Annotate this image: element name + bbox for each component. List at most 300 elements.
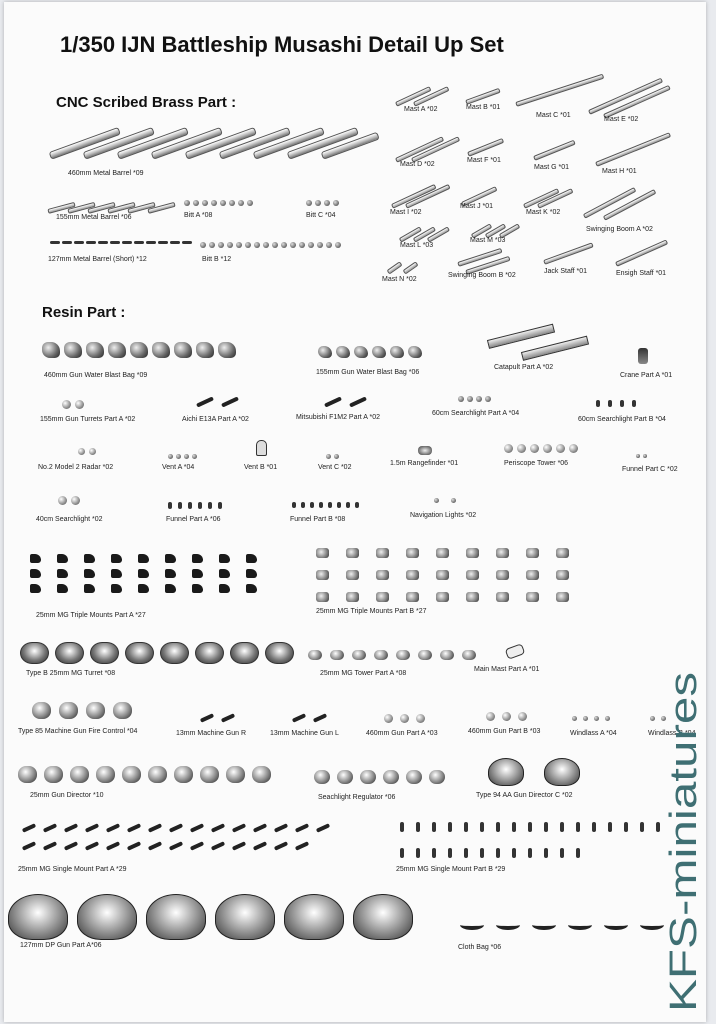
funnel-b bbox=[319, 502, 323, 508]
mg-triple-b bbox=[376, 548, 389, 558]
mg-triple-a bbox=[30, 584, 41, 593]
label-vent-b: Vent B *01 bbox=[244, 464, 278, 471]
bitt-b bbox=[254, 242, 260, 248]
bitt-b bbox=[290, 242, 296, 248]
mg-tower-parts bbox=[308, 650, 484, 660]
periscope-tower bbox=[556, 444, 565, 453]
label-mast-k: Mast K *02 bbox=[526, 209, 561, 216]
mitsubishi-parts bbox=[324, 400, 374, 404]
periscope-tower bbox=[569, 444, 578, 453]
blast-bag-155-parts bbox=[318, 346, 426, 358]
single-mount-a bbox=[148, 823, 162, 833]
mg-triple-a bbox=[30, 569, 41, 578]
funnel-a bbox=[218, 502, 222, 509]
single-mount-b bbox=[512, 822, 516, 832]
mg-triple-a bbox=[111, 569, 122, 578]
label-mitsubishi: Mitsubishi F1M2 Part A *02 bbox=[296, 414, 381, 421]
vent-a-parts bbox=[168, 454, 200, 459]
label-windlass-b: Windlass B *04 bbox=[648, 730, 696, 737]
label-searchlight-60b: 60cm Searchlight Part B *04 bbox=[578, 416, 666, 423]
crane-part bbox=[638, 348, 648, 364]
mg-triple-b bbox=[526, 570, 539, 580]
mg-triple-b bbox=[466, 592, 479, 602]
single-mount-a bbox=[169, 823, 183, 833]
vent-a bbox=[184, 454, 189, 459]
mg-triple-a bbox=[57, 569, 68, 578]
windlass-a bbox=[594, 716, 599, 721]
label-mast-c: Mast C *01 bbox=[536, 112, 571, 119]
cloth-bag bbox=[496, 920, 520, 930]
funnel-b bbox=[310, 502, 314, 508]
single-mount-b bbox=[640, 822, 644, 832]
mg-triple-a bbox=[246, 569, 257, 578]
mg-triple-b bbox=[466, 570, 479, 580]
type-b-turret bbox=[230, 642, 259, 664]
gun-director-25 bbox=[174, 766, 193, 783]
bitt-c bbox=[306, 200, 312, 206]
funnel-b bbox=[355, 502, 359, 508]
funnel-b bbox=[337, 502, 341, 508]
barrel-127 bbox=[98, 241, 108, 244]
mg-tower bbox=[462, 650, 476, 660]
label-mg-triple-b: 25mm MG Triple Mounts Part B *27 bbox=[316, 608, 427, 615]
mg-triple-b bbox=[556, 592, 569, 602]
gun-director-25 bbox=[44, 766, 63, 783]
mg-tower bbox=[308, 650, 322, 660]
label-turret-155: 155mm Gun Turrets Part A *02 bbox=[40, 416, 136, 423]
label-jack-staff: Jack Staff *01 bbox=[544, 268, 588, 275]
mg-13mm-r bbox=[200, 713, 214, 723]
blast-bag-460 bbox=[86, 342, 104, 358]
blast-bag-155 bbox=[390, 346, 404, 358]
turret-155 bbox=[62, 400, 71, 409]
blast-bag-460 bbox=[218, 342, 236, 358]
single-mount-a bbox=[274, 841, 288, 851]
gun-director-25 bbox=[226, 766, 245, 783]
searchlight-40 bbox=[71, 496, 80, 505]
label-swinging-boom-b: Swinging Boom B *02 bbox=[448, 272, 516, 279]
mast-n bbox=[403, 261, 419, 274]
dp-gun-127 bbox=[353, 894, 413, 940]
searchlight-60b bbox=[608, 400, 612, 407]
funnel-b-parts bbox=[292, 502, 364, 508]
label-mg-triple-a: 25mm MG Triple Mounts Part A *27 bbox=[36, 612, 146, 619]
label-gun460b: 460mm Gun Part B *03 bbox=[468, 728, 541, 735]
label-barrel-127: 127mm Metal Barrel (Short) *12 bbox=[48, 256, 147, 263]
gun-director-25 bbox=[148, 766, 167, 783]
windlass-a bbox=[605, 716, 610, 721]
turret-b25-parts bbox=[20, 642, 300, 664]
bitt-b bbox=[317, 242, 323, 248]
mg-triple-b bbox=[346, 548, 359, 558]
single-mount-b bbox=[464, 822, 468, 832]
blast-bag-460 bbox=[152, 342, 170, 358]
regulator-parts bbox=[314, 770, 452, 784]
single-mount-b bbox=[608, 822, 612, 832]
bitt-a bbox=[229, 200, 235, 206]
searchlight-regulator bbox=[314, 770, 330, 784]
mg-triple-b bbox=[436, 592, 449, 602]
mg13l-parts bbox=[292, 716, 334, 720]
searchlight-regulator bbox=[360, 770, 376, 784]
mg-triple-a bbox=[57, 584, 68, 593]
label-cloth-bag: Cloth Bag *06 bbox=[458, 944, 502, 951]
label-funnel-a: Funnel Part A *06 bbox=[166, 516, 221, 523]
nav-lights-parts bbox=[434, 498, 459, 503]
label-main-mast: Main Mast Part A *01 bbox=[474, 666, 540, 673]
bitt-a bbox=[184, 200, 190, 206]
single-mount-a bbox=[106, 823, 120, 833]
cloth-bag bbox=[604, 920, 628, 930]
single-mount-b bbox=[528, 848, 532, 858]
gun-460-a bbox=[416, 714, 425, 723]
searchlight-40-parts bbox=[58, 496, 84, 505]
vent-a bbox=[192, 454, 197, 459]
cloth-bag bbox=[532, 920, 556, 930]
mg-triple-a bbox=[246, 584, 257, 593]
mast-f bbox=[467, 138, 504, 157]
label-mast-f: Mast F *01 bbox=[467, 157, 501, 164]
mg-triple-b bbox=[496, 548, 509, 558]
label-searchlight-60a: 60cm Searchlight Part A *04 bbox=[432, 410, 520, 417]
label-mast-i: Mast I *02 bbox=[390, 209, 422, 216]
gun-460-b bbox=[486, 712, 495, 721]
mg-triple-b bbox=[436, 570, 449, 580]
page-title: 1/350 IJN Battleship Musashi Detail Up Set bbox=[60, 32, 504, 57]
aichi-e13a bbox=[196, 396, 214, 407]
single-mount-a bbox=[148, 841, 162, 851]
mitsubishi-f1m2 bbox=[349, 396, 367, 407]
blast-bag-155 bbox=[408, 346, 422, 358]
mg-triple-b bbox=[496, 570, 509, 580]
windlass-a bbox=[572, 716, 577, 721]
single-mount-b bbox=[544, 822, 548, 832]
cloth-bag bbox=[568, 920, 592, 930]
single-mount-a bbox=[190, 841, 204, 851]
blast-bag-460 bbox=[196, 342, 214, 358]
single-mount-b bbox=[560, 848, 564, 858]
single-mount-a bbox=[295, 841, 309, 851]
label-searchlight-40: 40cm Searchlight *02 bbox=[36, 516, 103, 523]
mg-triple-a bbox=[30, 554, 41, 563]
single-mount-a bbox=[169, 841, 183, 851]
label-bitt-c: Bitt C *04 bbox=[306, 212, 336, 219]
funnel-b bbox=[346, 502, 350, 508]
mg-triple-b bbox=[526, 592, 539, 602]
single-mount-a bbox=[22, 841, 36, 851]
mg-triple-b bbox=[526, 548, 539, 558]
label-dp127: 127mm DP Gun Part A*06 bbox=[20, 942, 102, 949]
label-barrel-155: 155mm Metal Barrel *06 bbox=[56, 214, 132, 221]
bitt-b bbox=[218, 242, 224, 248]
single-mount-a bbox=[274, 823, 288, 833]
type-b-turret bbox=[125, 642, 154, 664]
gun-director-25 bbox=[200, 766, 219, 783]
single-mount-a bbox=[232, 823, 246, 833]
searchlight-60b bbox=[596, 400, 600, 407]
periscope-tower bbox=[517, 444, 526, 453]
single-b-parts bbox=[400, 822, 680, 858]
funnel-b bbox=[301, 502, 305, 508]
resin-section-heading: Resin Part : bbox=[42, 304, 126, 321]
funnel-b bbox=[328, 502, 332, 508]
mg-triple-b bbox=[316, 592, 329, 602]
vent-c-parts bbox=[326, 454, 342, 459]
mg-triple-a bbox=[165, 554, 176, 563]
bitt-a bbox=[193, 200, 199, 206]
single-mount-a bbox=[316, 823, 330, 833]
label-funnel-b: Funnel Part B *08 bbox=[290, 516, 346, 523]
type85-parts bbox=[32, 702, 140, 719]
single-mount-a bbox=[127, 841, 141, 851]
mg-triple-a bbox=[192, 554, 203, 563]
mg-triple-a bbox=[84, 554, 95, 563]
label-mast-m: Mast M *03 bbox=[470, 237, 506, 244]
watermark-text: KFS-miniatures bbox=[663, 750, 705, 1012]
label-ensign-staff: Ensigh Staff *01 bbox=[616, 270, 667, 277]
mg-triple-b bbox=[436, 548, 449, 558]
dp-gun-127 bbox=[284, 894, 344, 940]
searchlight-60a bbox=[458, 396, 464, 402]
bitt-b bbox=[209, 242, 215, 248]
mast-g bbox=[533, 140, 576, 161]
label-regulator: Seachlight Regulator *06 bbox=[318, 794, 396, 801]
mg-triple-a bbox=[84, 584, 95, 593]
director25-parts bbox=[18, 766, 278, 783]
searchlight-60a bbox=[467, 396, 473, 402]
bitt-a bbox=[202, 200, 208, 206]
vent-c bbox=[334, 454, 339, 459]
label-swinging-boom-a: Swinging Boom A *02 bbox=[586, 226, 653, 233]
label-vent-a: Vent A *04 bbox=[162, 464, 195, 471]
radar-parts bbox=[78, 448, 100, 455]
label-mast-e: Mast E *02 bbox=[604, 116, 639, 123]
mg-triple-a bbox=[111, 584, 122, 593]
label-windlass-a: Windlass A *04 bbox=[570, 730, 617, 737]
type-b-turret bbox=[20, 642, 49, 664]
vent-a bbox=[168, 454, 173, 459]
periscope-parts bbox=[504, 444, 582, 453]
mg-tower bbox=[440, 650, 454, 660]
single-mount-b bbox=[480, 822, 484, 832]
mg-triple-a bbox=[138, 569, 149, 578]
barrel-127 bbox=[146, 241, 156, 244]
mg-13mm-l bbox=[292, 713, 306, 723]
single-a-parts bbox=[22, 826, 342, 848]
radar bbox=[78, 448, 85, 455]
barrel-127 bbox=[122, 241, 132, 244]
label-mast-a: Mast A *02 bbox=[404, 106, 438, 113]
searchlight-regulator bbox=[429, 770, 445, 784]
blast-bag-155 bbox=[318, 346, 332, 358]
funnel-a bbox=[168, 502, 172, 509]
windlass-a bbox=[583, 716, 588, 721]
gun-460-b bbox=[502, 712, 511, 721]
searchlight-60a bbox=[476, 396, 482, 402]
barrel-127 bbox=[62, 241, 72, 244]
mg-triple-a bbox=[219, 554, 230, 563]
type-b-turret bbox=[160, 642, 189, 664]
searchlight-60b-parts bbox=[596, 400, 644, 407]
periscope-tower bbox=[530, 444, 539, 453]
mg-triple-a bbox=[246, 554, 257, 563]
searchlight-regulator bbox=[337, 770, 353, 784]
funnel-a bbox=[208, 502, 212, 509]
label-vent-c: Vent C *02 bbox=[318, 464, 352, 471]
jack-staff bbox=[543, 242, 594, 264]
type-b-turret bbox=[90, 642, 119, 664]
single-mount-a bbox=[127, 823, 141, 833]
funnel-c bbox=[643, 454, 647, 458]
label-barrel-460: 460mm Metal Barrel *09 bbox=[68, 170, 144, 177]
single-mount-b bbox=[576, 822, 580, 832]
single-mount-a bbox=[190, 823, 204, 833]
label-blast-bag-155: 155mm Gun Water Blast Bag *06 bbox=[316, 369, 420, 376]
single-mount-b bbox=[544, 848, 548, 858]
single-mount-a bbox=[43, 841, 57, 851]
main-mast-part bbox=[505, 643, 526, 659]
blast-bag-155 bbox=[336, 346, 350, 358]
searchlight-regulator bbox=[406, 770, 422, 784]
label-mg-tower: 25mm MG Tower Part A *08 bbox=[320, 670, 407, 677]
mg-triple-a bbox=[165, 569, 176, 578]
vent-b bbox=[256, 440, 267, 456]
type85-fire-control bbox=[32, 702, 51, 719]
turret-155-parts bbox=[62, 400, 88, 409]
mast-h bbox=[595, 132, 671, 167]
single-mount-a bbox=[295, 823, 309, 833]
dp127-parts bbox=[8, 894, 422, 940]
ensign-staff bbox=[615, 239, 668, 266]
funnel-b bbox=[292, 502, 296, 508]
turret-155 bbox=[75, 400, 84, 409]
gun-460-b bbox=[518, 712, 527, 721]
vent-a bbox=[176, 454, 181, 459]
gun-director-25 bbox=[252, 766, 271, 783]
blast-bag-155 bbox=[372, 346, 386, 358]
blast-bag-460 bbox=[108, 342, 126, 358]
label-mg13l: 13mm Machine Gun L bbox=[270, 730, 339, 737]
funnel-c-parts bbox=[636, 454, 650, 458]
gun460a-parts bbox=[384, 714, 432, 723]
funnel-c bbox=[636, 454, 640, 458]
bitt-a bbox=[238, 200, 244, 206]
mg-triple-b bbox=[376, 592, 389, 602]
dp-gun-127 bbox=[77, 894, 137, 940]
label-funnel-c: Funnel Part C *02 bbox=[622, 466, 678, 473]
single-mount-b bbox=[416, 848, 420, 858]
catapult-part bbox=[521, 336, 589, 361]
funnel-a-parts bbox=[168, 502, 228, 509]
blast-bag-460 bbox=[64, 342, 82, 358]
label-director25: 25mm Gun Director *10 bbox=[30, 792, 104, 799]
label-blast-bag-460: 460mm Gun Water Blast Bag *09 bbox=[44, 372, 148, 379]
mg-triple-a bbox=[111, 554, 122, 563]
single-mount-a bbox=[64, 823, 78, 833]
bitt-b bbox=[326, 242, 332, 248]
searchlight-60b bbox=[620, 400, 624, 407]
label-nav-lights: Navigation Lights *02 bbox=[410, 512, 477, 519]
label-turret-b25: Type B 25mm MG Turret *08 bbox=[26, 670, 116, 677]
mg-13mm-l bbox=[313, 713, 327, 723]
single-mount-b bbox=[560, 822, 564, 832]
type85-fire-control bbox=[113, 702, 132, 719]
searchlight-40 bbox=[58, 496, 67, 505]
bitt-b bbox=[299, 242, 305, 248]
label-single-a: 25mm MG Single Mount Part A *29 bbox=[18, 866, 127, 873]
dp-gun-127 bbox=[146, 894, 206, 940]
single-mount-b bbox=[464, 848, 468, 858]
mast-b bbox=[465, 88, 501, 105]
type-b-turret bbox=[265, 642, 294, 664]
label-single-b: 25mm MG Single Mount Part B *29 bbox=[396, 866, 506, 873]
mg-triple-b bbox=[316, 548, 329, 558]
label-type94: Type 94 AA Gun Director C *02 bbox=[476, 792, 573, 799]
bitt-c bbox=[324, 200, 330, 206]
mg-triple-b bbox=[406, 548, 419, 558]
mg-triple-a bbox=[165, 584, 176, 593]
mg-tower bbox=[374, 650, 388, 660]
label-aichi: Aichi E13A Part A *02 bbox=[182, 416, 249, 423]
single-mount-b bbox=[624, 822, 628, 832]
mg-tower bbox=[352, 650, 366, 660]
mast-n bbox=[387, 261, 403, 274]
navigation-light bbox=[451, 498, 456, 503]
barrel-127 bbox=[170, 241, 180, 244]
bitt-b bbox=[335, 242, 341, 248]
bitt-c bbox=[333, 200, 339, 206]
barrel-127 bbox=[86, 241, 96, 244]
navigation-light bbox=[434, 498, 439, 503]
bitt-a-parts bbox=[184, 200, 256, 206]
periscope-tower bbox=[504, 444, 513, 453]
barrel-127 bbox=[74, 241, 84, 244]
dp-gun-127 bbox=[8, 894, 68, 940]
label-periscope: Periscope Tower *06 bbox=[504, 460, 569, 467]
single-mount-a bbox=[211, 841, 225, 851]
mg-tower bbox=[330, 650, 344, 660]
aichi-e13a bbox=[221, 396, 239, 407]
mg-triple-b bbox=[496, 592, 509, 602]
bitt-a bbox=[247, 200, 253, 206]
single-mount-b bbox=[496, 848, 500, 858]
single-mount-a bbox=[253, 823, 267, 833]
mg-triple-a bbox=[57, 554, 68, 563]
label-radar: No.2 Model 2 Radar *02 bbox=[38, 464, 114, 471]
dp-gun-127 bbox=[215, 894, 275, 940]
bitt-b bbox=[200, 242, 206, 248]
single-mount-a bbox=[22, 823, 36, 833]
radar bbox=[89, 448, 96, 455]
mg-triple-a-parts bbox=[30, 554, 286, 593]
single-mount-b bbox=[480, 848, 484, 858]
vent-c bbox=[326, 454, 331, 459]
cloth-bag-parts bbox=[460, 920, 676, 930]
barrel-127-parts bbox=[50, 241, 194, 244]
type94-director bbox=[544, 758, 580, 786]
mg-triple-a bbox=[192, 584, 203, 593]
mg-triple-b bbox=[376, 570, 389, 580]
type94-parts bbox=[488, 758, 589, 786]
barrel-127 bbox=[134, 241, 144, 244]
barrel-127 bbox=[182, 241, 192, 244]
single-mount-b bbox=[416, 822, 420, 832]
windlass-b bbox=[650, 716, 655, 721]
mg-triple-b bbox=[556, 548, 569, 558]
mg13r-parts bbox=[200, 716, 242, 720]
funnel-a bbox=[198, 502, 202, 509]
label-crane: Crane Part A *01 bbox=[620, 372, 673, 379]
